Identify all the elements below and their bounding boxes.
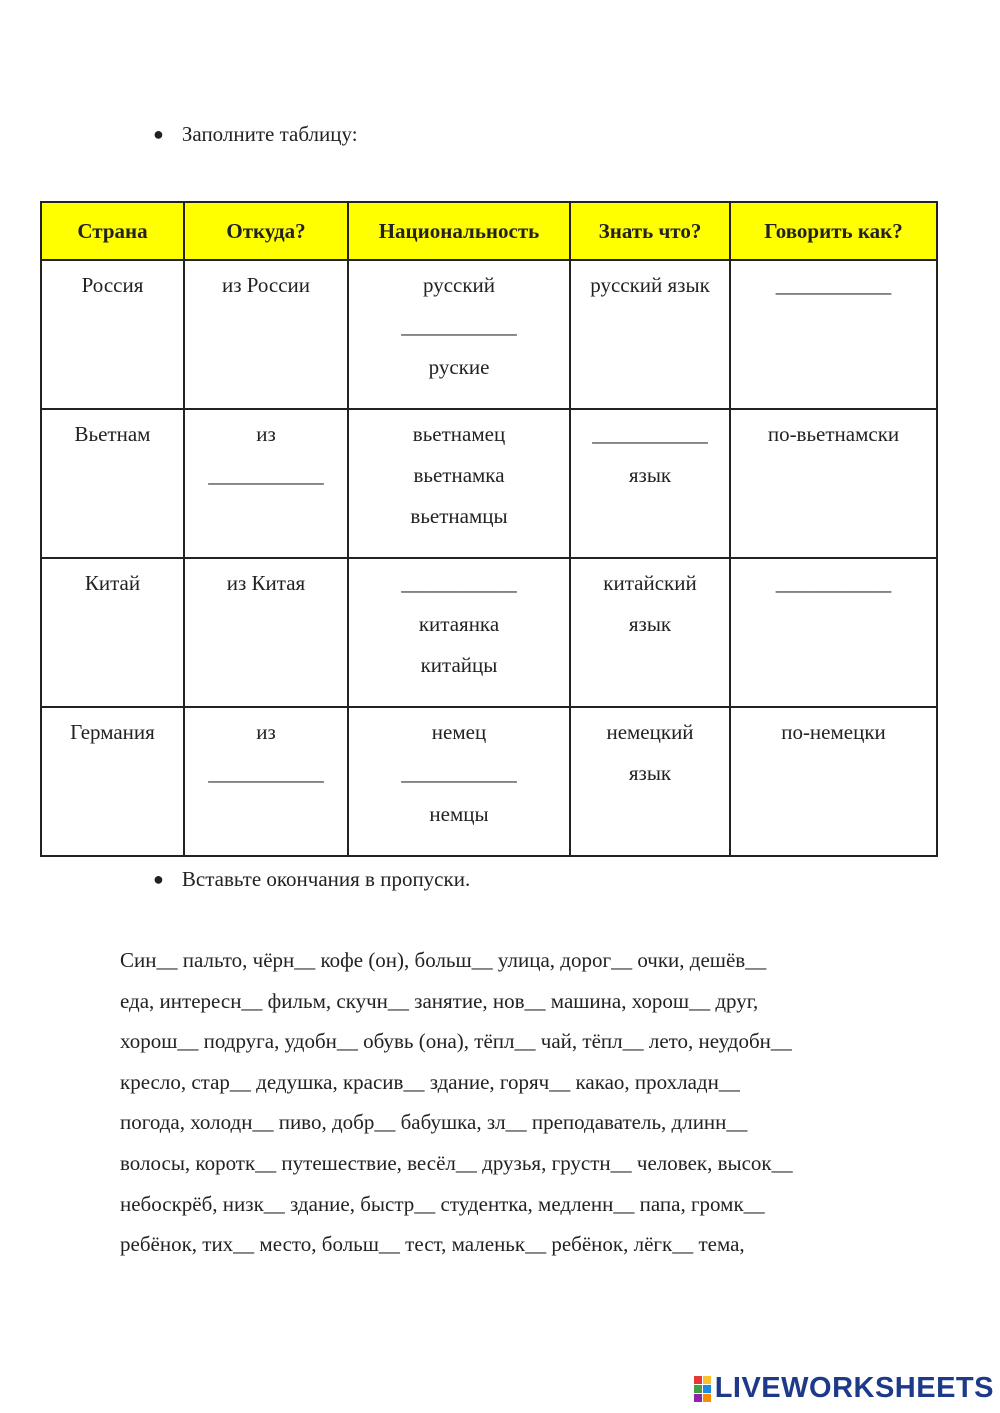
cell-text: русский язык [590, 273, 710, 297]
cell-text: из России [221, 273, 311, 297]
cell-text: вьетнамка [413, 463, 505, 487]
blank-field[interactable]: ___________ [401, 314, 517, 338]
cell-text: немецкий [606, 720, 694, 744]
cell-text: русский [422, 273, 496, 297]
instruction-fill-table [153, 122, 358, 147]
blank-field[interactable]: ___________ [775, 273, 892, 297]
cell-from [184, 409, 348, 558]
cell-country [41, 558, 184, 707]
instruction-text: Вставьте окончания в пропуски. [181, 867, 471, 891]
cell-text: Вьетнам [74, 422, 151, 446]
blank-field[interactable]: ___________ [401, 761, 517, 785]
cell-text: китайцы [420, 653, 498, 677]
cell-speak [730, 707, 937, 856]
cell-country [41, 260, 184, 409]
liveworksheets-logo [694, 1372, 994, 1405]
cell-text: из [256, 720, 276, 744]
blank-field[interactable]: ___________ [401, 571, 517, 595]
instruction-text: Заполните таблицу: [181, 122, 358, 146]
endings-exercise [120, 944, 920, 1269]
exercise-line: волосы, коротк__ путешествие, весёл__ друзья, грустн__ человек, высок__ [120, 1150, 793, 1175]
cell-country [41, 409, 184, 558]
blank-field[interactable]: ___________ [208, 761, 324, 785]
header-country: Страна [41, 202, 184, 260]
bullet-icon: ● [153, 869, 164, 889]
header-speak: Говорить как? [730, 202, 937, 260]
header-know: Знать что? [570, 202, 730, 260]
cell-country [41, 707, 184, 856]
table-row [41, 558, 937, 707]
cell-know [570, 558, 730, 707]
cell-nationality [348, 558, 570, 707]
exercise-line: ребёнок, тих__ место, больш__ тест, маленьк__ ребёнок, лёгк__ тема, [120, 1232, 745, 1257]
cell-nationality [348, 409, 570, 558]
cell-text: Россия [81, 273, 144, 297]
exercise-line: погода, холодн__ пиво, добр__ бабушка, зл__ преподаватель, длинн__ [120, 1110, 748, 1135]
cell-text: китайский [603, 571, 697, 595]
cell-nationality [348, 707, 570, 856]
cell-text: из [256, 422, 276, 446]
table-row [41, 409, 937, 558]
exercise-line: небоскрёб, низк__ здание, быстр__ студентка, медленн__ папа, громк__ [120, 1191, 765, 1216]
exercise-line: кресло, стар__ дедушка, красив__ здание, горяч__ какао, прохладн__ [120, 1069, 740, 1094]
cell-speak [730, 558, 937, 707]
table-header-row [41, 202, 937, 260]
blank-field[interactable]: ___________ [592, 422, 708, 446]
cell-know [570, 707, 730, 856]
table-row [41, 260, 937, 409]
exercise-line: еда, интересн__ фильм, скучн__ занятие, нов__ машина, хорош__ друг, [120, 988, 759, 1013]
cell-know [570, 409, 730, 558]
blank-field[interactable]: ___________ [208, 463, 324, 487]
cell-nationality [348, 260, 570, 409]
cell-know [570, 260, 730, 409]
cell-text: вьетнамец [412, 422, 506, 446]
cell-text: китаянка [418, 612, 500, 636]
cell-text: руские [428, 355, 490, 379]
bullet-icon: ● [153, 124, 164, 144]
cell-text: Китай [84, 571, 141, 595]
header-from: Откуда? [184, 202, 348, 260]
cell-speak [730, 409, 937, 558]
brand-name: LIVEWORKSHEETS [714, 1372, 994, 1404]
header-nationality: Национальность [348, 202, 570, 260]
exercise-line: хорош__ подруга, удобн__ обувь (она), тёпл__ чай, тёпл__ лето, неудобн__ [120, 1029, 792, 1054]
cell-speak [730, 260, 937, 409]
nationality-table [40, 201, 938, 857]
cell-text: язык [628, 612, 672, 636]
cell-text: из Китая [226, 571, 306, 595]
cell-text: по-немецки [781, 720, 886, 744]
cell-text: по-вьетнамски [767, 422, 900, 446]
cell-text: вьетнамцы [410, 504, 508, 528]
exercise-line: Син__ пальто, чёрн__ кофе (он), больш__ улица, дорог__ очки, дешёв__ [120, 948, 767, 972]
cell-from [184, 558, 348, 707]
blank-field[interactable]: ___________ [775, 571, 892, 595]
instruction-insert-endings [153, 867, 470, 892]
cell-text: язык [628, 761, 672, 785]
cell-from [184, 260, 348, 409]
cell-from [184, 707, 348, 856]
cell-text: Германия [70, 720, 155, 744]
table-row [41, 707, 937, 856]
cell-text: язык [628, 463, 672, 487]
cell-text: немец [431, 720, 487, 744]
logo-icon [694, 1376, 711, 1402]
cell-text: немцы [429, 802, 489, 826]
